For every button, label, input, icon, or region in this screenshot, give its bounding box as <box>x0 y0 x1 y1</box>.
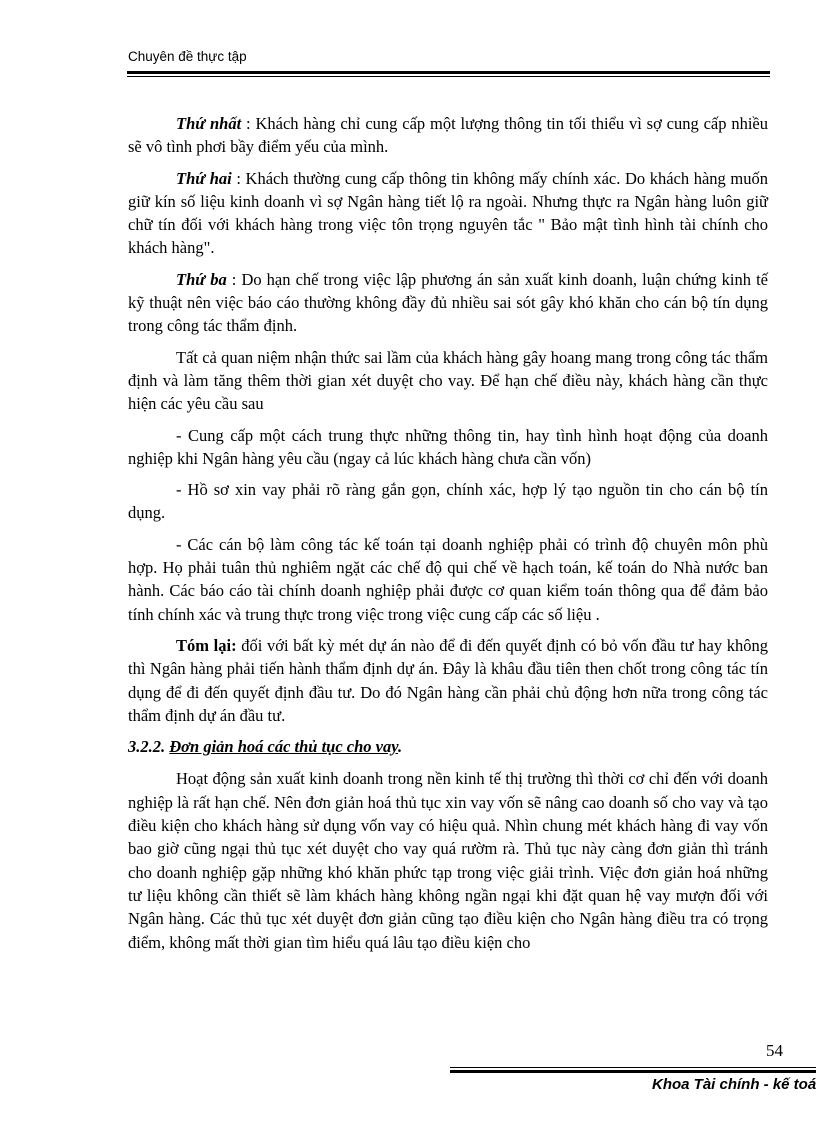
text-third: : Do hạn chế trong việc lập phương án sản xuất kinh doanh, luận chứng kinh tế kỹ thuật nên việc báo cáo thường không đầy đủ nhiều sai sót gây khó khăn cho cán bộ tín dụng trong công tác thẩm định. <box>128 269 768 336</box>
paragraph-misconceptions: Tất cả quan niệm nhận thức sai lầm của khách hàng gây hoang mang trong công tác thẩm định và làm tăng thêm thời gian xét duyệt cho vay. Để hạn chế điều này, khách hàng cần thực hiện các yêu cầu sau <box>128 347 768 414</box>
list-item-provide-info: - Cung cấp một cách trung thực những thông tin, hay tình hình hoạt động của doanh nghiệp khi Ngân hàng yêu cầu (ngay cả lúc khách hàng chưa cần vốn) <box>128 425 768 468</box>
list-item-loan-dossier: - Hồ sơ xin vay phải rõ ràng gắn gọn, chính xác, hợp lý tạo nguồn tin cho cán bộ tín dụng. <box>128 480 768 523</box>
section-title: Đơn giản hoá các thủ tục cho vay <box>169 737 398 757</box>
section-number: 3.2.2. <box>128 737 170 757</box>
document-body <box>128 112 768 962</box>
header-rule-thick <box>127 71 770 74</box>
lead-second: Thứ hai <box>176 168 232 188</box>
paragraph-simplify-procedures: Hoạt động sản xuất kinh doanh trong nền kinh tế thị trường thì thời cơ chỉ đến với doanh nghiệp là rất hạn chế. Nên đơn giản hoá thủ tục xin vay vốn sẽ nâng cao doanh số cho vay và tạo điều kiện cho khách hàng sử dụng vốn vay có hiệu quả. Nhìn chung mét khách hàng đi vay vốn bao giờ cũng ngại thủ tục xét duyệt cho vay quá rườm rà. Thủ tục này càng đơn giản thì tránh cho doanh nghiệp gặp những khó khăn phức tạp trong việc giải trình. Việc đơn giản hoá những tư liệu không cần thiết sẽ làm khách hàng không ngần ngại khi đặt quan hệ vay mượn đối với Ngân hàng. Các thủ tục xét duyệt đơn giản cũng tạo điều kiện cho Ngân hàng điều tra có trọng điểm, không mất thời gian tìm hiểu quá lâu tạo điều kiện cho <box>128 769 768 952</box>
header-rule-thin <box>127 76 770 77</box>
lead-first: Thứ nhất <box>176 114 242 133</box>
section-title-tail: . <box>397 737 403 757</box>
footer-rule-thin <box>450 1067 816 1068</box>
lead-summary: Tóm lại: <box>176 635 237 655</box>
paragraph-summary <box>128 634 768 727</box>
list-item-accounting-staff: - Các cán bộ làm công tác kế toán tại doanh nghiệp phải có trình độ chuyên môn phù hợp. Họ phải tuân thủ nghiêm ngặt các chế độ qui chế về hạch toán, kế toán do Nhà nước ban hành. Các báo cáo tài chính doanh nghiệp phải được cơ quan kiểm toán thông qua để đảm bảo tính chính xác và trung thực trong việc trong việc cung cấp các số liệu . <box>128 534 768 624</box>
footer-rule-thick <box>450 1070 816 1073</box>
text-first: : Khách hàng chỉ cung cấp một lượng thông tin tối thiểu vì sợ cung cấp nhiều sẽ vô tình phơi bầy điểm yếu của mình. <box>128 114 768 157</box>
section-heading <box>128 735 768 758</box>
page-number: 54 <box>766 1041 783 1060</box>
header-title: Chuyên đề thực tập <box>128 49 247 64</box>
lead-third: Thứ ba <box>176 269 227 289</box>
paragraph-third-point <box>128 268 768 338</box>
text-second: : Khách thường cung cấp thông tin không mấy chính xác. Do khách hàng muốn giữ kín số liệu kinh doanh vì sợ Ngân hàng tiết lộ ra ngoài. Nhưng thực ra Ngân hàng luôn giữ chữ tín đối với khách hàng trong việc tôn trọng nguyên tắc " Bảo mật tình hình tài chính cho khách hàng". <box>128 168 768 258</box>
paragraph-second-point <box>128 167 768 260</box>
paragraph-first-point <box>128 112 768 159</box>
text-summary: đối với bất kỳ mét dự án nào để đi đến quyết định có bỏ vốn đầu tư hay không thì Ngân hàng phải tiến hành thẩm định dự án. Đây là khâu đầu tiên then chốt trong công tác tín dụng để đi đến quyết định đầu tư. Do đó Ngân hàng cần phải chủ động hơn nữa trong công tác thẩm định dự án đầu tư. <box>128 635 769 725</box>
footer-department: Khoa Tài chính - kế toá <box>652 1076 816 1093</box>
